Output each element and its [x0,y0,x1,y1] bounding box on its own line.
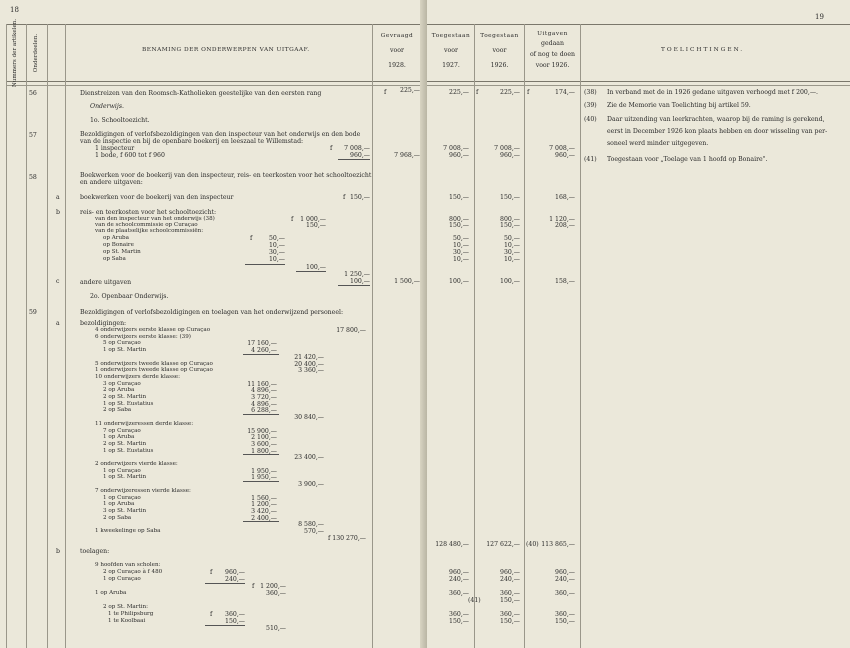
salary-line-text: 1 op St. Eustatius [103,400,154,407]
granted-1927-amount: 360,— [449,611,469,618]
salary-line-text: 1 op Aruba [103,501,135,508]
expenditure-amount: 150,— [555,618,575,625]
item-text: Dienstreizen van den Roomsch-Katholieken geestelijke van den eersten rang [80,90,322,97]
note-text: eerst in December 1926 kon plaats hebben en door wisseling van per- [607,128,828,135]
granted-1927-amount: 7 008,— [443,145,469,152]
header-description: BENAMING DER ONDERWERPEN VAN UITGAAF. [142,47,310,53]
granted-1927-amount: 800,— [449,216,469,223]
article-number: 58 [29,174,37,181]
note-text: soneel werd minder uitgegeven. [607,140,709,147]
salary-line-text: 2 op Aruba [103,387,135,394]
granted-1926-amount: 225,— [500,89,520,96]
salary-subamount: 2 400,— [251,514,277,522]
salary-subamount: 1 950,— [251,474,277,482]
expenditure-amount: 174,— [555,89,575,96]
note-text: Zie de Memorie van Toelichting bij artikel 59. [607,102,751,109]
salary-line-text: 1 op St. Eustatius [103,447,154,454]
salary-line-text: 2 op Saba [103,407,132,414]
note-text: Toegestaan voor „Toelage van 1 hoofd op Bonaire". [607,156,768,163]
item-text: Bezoldigingen of verlofsbezoldigingen en toelagen van het onderwijzend personeel: [80,309,344,316]
left-page: 18 Nummers der artikelen. Onderdeelen. BENAMING DER ONDERWERPEN VAN UITGAAF. Gevraagd voor 1928. 56 Dienstreizen van den Roomsch-Katholieken geestelijke van den eersten rang f 225,— Onderwijs. 1o. Schooltoezicht. 57 Bezoldigingen of verlofsbezoldigingen van den inspecteur van het onderwijs en den bode van de inspectie en bij de openbare boekerij en leeszaal te Willemstad: 1 inspecteur f 7 008,— 1 bode, f 600 tot f 960 960,— 7 968,— 58 Boekwerken voor de boekerij van den inspecteur, reis- en teerkosten voor het schooltoezicht en andere uitgaven: a boekwerken voor de boekerij van den inspecteur f 150,— b reis- en teerkosten voor het schooltoezicht: van den inspecteur van het onderwijs (38) f 1 000,— van de schoolcommissie op Curaçao 150,— van de plaatselijke schoolcommissiën: op Aruba f 50,— op Bonaire 10,— op St. Martin 30,— op Saba 10,— 100,— 1 250,— c andere uitgaven 100,— 1 500,— 2o. Openbaar Onderwijs. 59 Bezoldigingen of verlofsbezoldigingen en toelagen van het onderwijzend personeel: a bezoldigingen: 4 onderwijzers eerste klasse op Curaçao 17 800,— 6 onderwijzers eerste klasse: (39) 5 op Curaçao 17 160,— 1 op St. Martin 4 260,— 21 420,— 5 onderwijzers tweede klasse op Curaçao 20 400,— 1 onderwijzers tweede klasse op Curaçao 3 360,— 10 onderwijzers derde klasse: 3 op Curaçao 11 160,— 2 op Aruba 4 896,— 2 op St. Martin 3 720,— 1 op St. Eustatius 4 896,— 2 op Saba 6 288,— 30 840,— 11 onderwijzeressen derde klasse: 7 op Curaçao 15 900,— 1 op Aruba 2 100,— 2 op St. Martin 3 600,— 1 op St. Eustatius 1 800,— 23 400,— 2 onderwijzers vierde klasse: 1 op Curaçao 1 950,— 1 op St. Martin 1 950,— 3 900,— 7 onderwijzeressen vierde klasse: 1 op Curaçao 1 560,— 1 op Aruba 1 200,— 3 op St. Martin 3 420,— 2 op Saba 2 400,— 8 580,— 1 kweekelinge op Saba 570,— f 130 270,— b toelagen: 9 hoofden van scholen: 2 op Curaçao à f 480 f 960,— 1 op Curaçao 240,— f 1 200,— 1 op Aruba 360,— 2 op St. Martin: 1 te Philipsburg f 360,— 1 te Koolbaai 150,— 510,— [0,0,427,648]
granted-1926-amount: 360,— [500,590,520,597]
salary-subamount: 3 420,— [251,507,277,515]
salary-amount: 20 400,— [294,360,324,368]
expenditure-amount: 360,— [555,590,575,597]
granted-1927-amount: 50,— [452,235,469,242]
header-expenditures: Uitgaven [537,31,568,37]
granted-1927-amount: 960,— [449,152,469,159]
granted-1927-amount: 240,— [449,576,469,583]
salary-subamount: 1 200,— [251,501,277,509]
salary-line-text: 1 op Curaçao [103,467,141,474]
salary-amount: 30 840,— [294,414,324,422]
page-number-right: 19 [815,13,824,21]
expenditure-amount: 168,— [555,194,575,201]
salary-subamount: 17 160,— [247,340,277,348]
article-number: 56 [29,90,37,97]
salary-line-text: 1 op Aruba [103,434,135,441]
salary-amount: 3 360,— [298,367,324,375]
granted-1927-amount: 10,— [452,242,469,249]
salary-line-text: 3 op St. Martin [103,507,147,514]
expenditure-amount: 240,— [555,576,575,583]
salary-subamount: 4 896,— [251,387,277,395]
salary-line-text: 1 op St. Martin [103,474,147,481]
salary-line-text: 3 op Curaçao [103,380,141,387]
granted-1927-amount: 150,— [449,618,469,625]
section-heading: 1o. Schooltoezicht. [90,117,150,124]
granted-1926-amount: 960,— [500,152,520,159]
salary-subamount: 3 600,— [251,440,277,448]
salary-line-text: 4 onderwijzers eerste klasse op Curaçao [95,327,211,333]
expenditure-amount: 1 120,— [549,216,575,223]
salary-line-text: 2 op St. Martin [103,394,147,400]
salary-line-text: 7 op Curaçao [103,427,141,434]
salary-total: f 130 270,— [328,534,366,542]
header-requested: Gevraagd [380,33,414,39]
salary-line-text: 6 onderwijzers eerste klasse: (39) [95,333,191,340]
granted-1926-amount: 360,— [500,611,520,618]
section-heading: 2o. Openbaar Onderwijs. [90,293,169,300]
note-number: (39) [584,102,597,109]
granted-1927-amount: 128 480,— [435,541,469,548]
expenditure-amount: 208,— [555,222,575,229]
item-text: Bezoldigingen of verlofsbezoldigingen van den inspecteur van het onderwijs en den bode van de inspectie en bij de openbare boekerij en leeszaal te Willemstad: [80,131,361,145]
salary-line-text: 5 op Curaçao [103,340,141,347]
granted-1926-amount: 150,— [500,222,520,229]
note-ref: (40) [526,541,539,548]
granted-1927-amount: 150,— [449,222,469,229]
granted-1927-amount: 30,— [452,249,469,256]
salary-subamount: 11 160,— [247,380,277,388]
salary-line-text: 1 op Curaçao [103,494,141,501]
note-number: (40) [584,116,597,123]
note-number: (41) [584,156,597,163]
note-number: (38) [584,89,597,96]
header-articles: Nummers der artikelen. [12,18,18,88]
granted-1926-amount: 7 008,— [494,145,520,152]
header-sections: Onderdeelen. [33,33,39,73]
salary-line-text: 2 op St. Martin [103,440,147,447]
salary-line-text: 10 onderwijzers derde klasse: [95,373,181,380]
salary-line-text: 2 op Saba [103,514,132,521]
granted-1926-amount: 10,— [503,242,520,249]
salary-amount: 570,— [304,528,324,535]
granted-1926-amount: 150,— [500,618,520,625]
note-text: Daar uitzending van leerkrachten, waarop bij de raming is gerekend, [607,116,825,123]
article-number: 59 [29,309,37,316]
salary-line-text: 7 onderwijzeressen vierde klasse: [95,487,191,494]
granted-1927-amount: 360,— [449,590,469,597]
expenditure-amount: 960,— [555,152,575,159]
header-granted-1926: Toegestaan [480,33,519,39]
granted-1926-amount: 50,— [503,235,520,242]
expenditure-amount: 158,— [555,278,575,285]
item-text: Boekwerken voor de boekerij van den inspecteur, reis- en teerkosten voor het schooltoezicht en andere uitgaven: [80,172,372,186]
article-number: 57 [29,132,37,139]
right-page: 19 Toegestaan voor 1927. Toegestaan voor 1926. Uitgaven gedaan of nog te doen voor 1926. TOELICHTINGEN. 225,— 225,— 174,— 7 008,— 7 008,— 7 008,— 960,— 960,— 960,— 150,— 150,— 168,— 800,— 800,— 1 120,— 150,— 150,— 208,— 50,— 50,— 10,— 10,— 30,— 30,— 10,— 10,— 100,— 100,— 158,— 128 480,— 127 622,— 113 865,— 960,— 960,— 960,— 240,— 240,— 240,— 360,— 360,— 360,— 150,— 360,— 360,— 360,— 150,— 150,— 150,— f f (40) (41) (38) In verband met de in 1926 gedane uitgaven verhoogd met f 200,—. (39) Zie de Memorie van Toelichting bij artikel 59. (40) Daar uitzending van leerkrachten, waarop bij de raming is gerekend, eerst in December 1926 kon plaats hebben en door wisseling van per- soneel werd minder uitgegeven. (41) Toegestaan voor „Toelage van 1 hoofd op Bonaire". [427,0,850,648]
salary-line-text: 1 op St. Martin [103,347,147,354]
expenditure-amount: 7 008,— [549,145,575,152]
granted-1926-amount: 150,— [500,597,520,604]
granted-1926-amount: 800,— [500,216,520,223]
salary-subamount: 4 896,— [251,400,277,408]
salary-line-text: 1 kweekelinge op Saba [95,528,161,534]
salary-subamount: 3 720,— [251,394,277,401]
expenditure-amount: 360,— [555,611,575,618]
salary-line-text: 11 onderwijzeressen derde klasse: [95,420,194,427]
salary-total: 17 800,— [336,327,366,334]
granted-1926-amount: 127 622,— [486,541,520,548]
granted-1927-amount: 225,— [449,89,469,96]
salary-subamount: 1 950,— [251,467,277,475]
granted-1926-amount: 240,— [500,576,520,583]
granted-1926-amount: 960,— [500,569,520,576]
salary-subamount: 4 260,— [251,347,277,355]
salary-subamount: 2 100,— [251,434,277,442]
granted-1926-amount: 30,— [503,249,520,256]
page-number-left: 18 [10,6,19,14]
granted-1927-amount: 150,— [449,194,469,201]
granted-1926-amount: 150,— [500,194,520,201]
salary-amount: 8 580,— [298,521,324,529]
salary-amount: 23 400,— [294,454,324,462]
salary-subamount: 6 288,— [251,407,277,415]
salary-line-text: 5 onderwijzers tweede klasse op Curaçao [95,360,213,367]
salary-amount: 3 900,— [298,481,324,489]
salary-subamount: 15 900,— [247,427,277,435]
expenditure-amount: 113 865,— [541,541,575,548]
granted-1926-amount: 10,— [503,256,520,263]
granted-1926-amount: 100,— [500,278,520,285]
salary-line-text: 2 onderwijzers vierde klasse: [95,461,178,467]
granted-1927-amount: 960,— [449,569,469,576]
note-text: In verband met de in 1926 gedane uitgaven verhoogd met f 200,—. [607,89,818,96]
salary-line-text: 1 onderwijzers tweede klasse op Curaçao [95,367,213,374]
note-ref: (41) [468,597,481,604]
salary-subamount: 1 800,— [251,447,277,455]
granted-1927-amount: 100,— [449,278,469,285]
salary-amount: 21 420,— [294,353,324,361]
expenditure-amount: 960,— [555,569,575,576]
section-heading: Onderwijs. [90,103,124,110]
header-granted-1927: Toegestaan [431,33,471,39]
header-explanations: TOELICHTINGEN. [661,47,745,53]
item-amount: 225,— [400,87,420,94]
granted-1927-amount: 10,— [452,256,469,263]
salary-subamount: 1 560,— [251,494,277,502]
